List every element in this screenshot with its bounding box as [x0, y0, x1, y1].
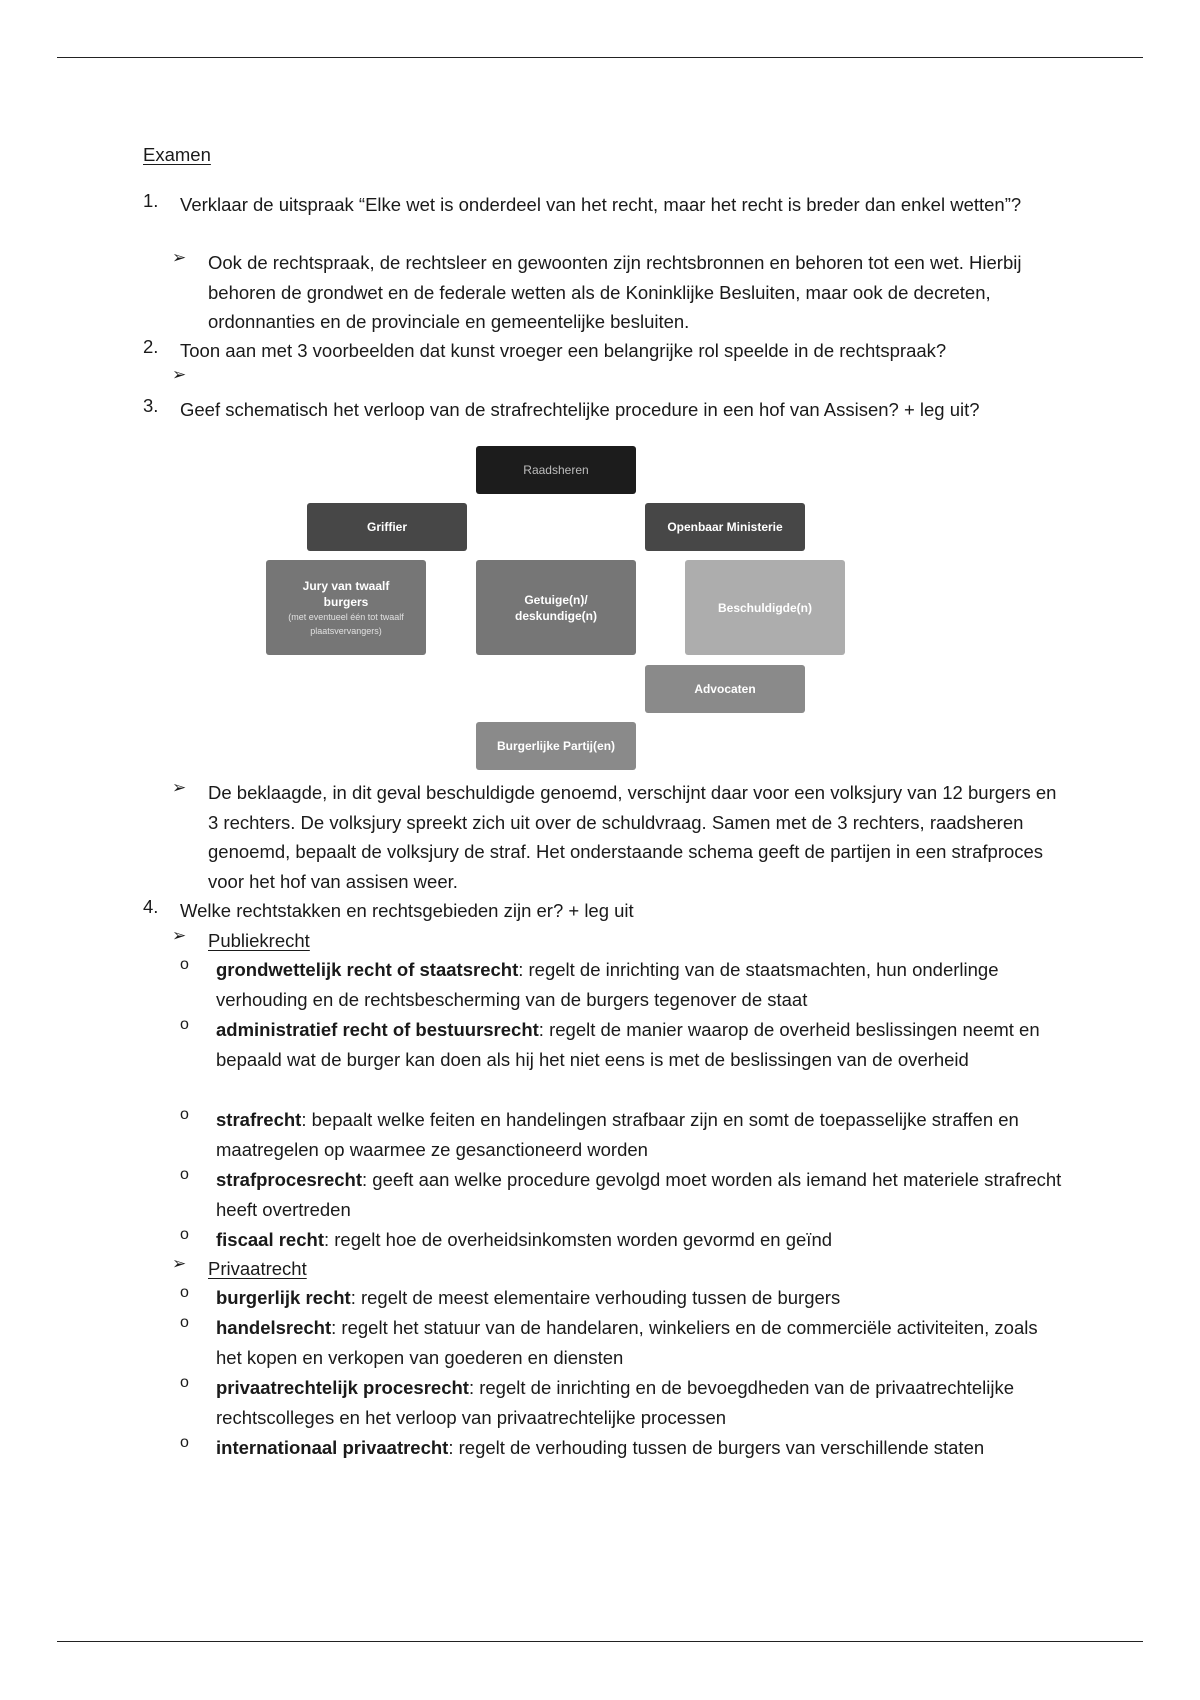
list-item: [216, 1165, 1066, 1224]
diagram-label: Getuige(n)/ deskundige(n): [514, 592, 597, 623]
list-item-term: strafprocesrecht: [216, 1169, 363, 1190]
assisen-diagram: [262, 434, 892, 774]
list-item-term: internationaal privaatrecht: [216, 1437, 449, 1458]
circle-bullet-icon: o: [180, 1314, 189, 1331]
question-text: Toon aan met 3 voorbeelden dat kunst vroeger een belangrijke rol speelde in de rechtspraak?: [180, 340, 947, 361]
list-item: [216, 1015, 1066, 1074]
list-item-term: fiscaal recht: [216, 1229, 324, 1250]
diagram-box-raadsheren: [476, 446, 636, 494]
arrow-bullet-icon: ➢: [172, 926, 187, 945]
arrow-bullet-icon: ➢: [172, 248, 187, 267]
arrow-bullet-icon: ➢: [172, 1254, 187, 1273]
list-item-term: grondwettelijk recht of staatsrecht: [216, 959, 519, 980]
diagram-box-jury: [266, 560, 426, 655]
circle-bullet-icon: o: [180, 1016, 189, 1033]
arrow-bullet-icon: ➢: [172, 365, 187, 384]
list-item-term: administratief recht of bestuursrecht: [216, 1019, 539, 1040]
diagram-label: Burgerlijke Partij(en): [496, 739, 616, 753]
diagram-box-burgerlijke-partijen: [476, 722, 636, 770]
list-item-desc: : regelt het statuur van de handelaren, winkeliers en de commerciële activiteiten, zoals het kopen en verkopen van goederen en diensten: [216, 1317, 1038, 1368]
list-item-desc: : geeft aan welke procedure gevolgd moet worden als iemand het materiele strafrecht heeft overtreden: [216, 1169, 1062, 1220]
list-item-desc: : regelt de inrichting van de staatsmachten, hun onderlinge verhouding en de rechtsbescherming van de burgers tegenover de staat: [216, 959, 999, 1010]
list-item: [216, 1373, 1066, 1432]
diagram-label: Griffier: [366, 520, 407, 534]
question-text: Verklaar de uitspraak “Elke wet is onderdeel van het recht, maar het recht is breder dan enkel wetten”?: [180, 194, 1022, 215]
list-item-desc: : bepaalt welke feiten en handelingen strafbaar zijn en somt de toepasselijke straffen en maatregelen op waarmee ze gesanctioneerd worden: [216, 1109, 1019, 1160]
list-item: [216, 1105, 1066, 1164]
circle-bullet-icon: o: [180, 1226, 189, 1243]
list-item-term: strafrecht: [216, 1109, 302, 1130]
answer-text: De beklaagde, in dit geval beschuldigde genoemd, verschijnt daar voor een volksjury van 12 burgers en 3 rechters. De volksjury spreekt zich uit over de schuldvraag. Samen met de 3 rechters, raadsheren genoemd, bepaalt de volksjury de straf. Het onderstaande schema geeft de partijen in een strafproces voor het hof van assisen weer.: [208, 782, 1057, 892]
section-title-privaatrecht: Privaatrecht: [208, 1258, 307, 1279]
diagram-label: Beschuldigde(n): [717, 600, 812, 615]
list-item-term: handelsrecht: [216, 1317, 332, 1338]
document-heading: Examen: [143, 144, 211, 165]
list-item: [216, 1225, 1066, 1255]
question-text: Welke rechtstakken en rechtsgebieden zijn er? + leg uit: [180, 900, 634, 921]
top-rule: [57, 57, 1143, 58]
diagram-label: Advocaten: [694, 682, 756, 696]
list-item: [216, 1283, 1066, 1313]
list-item: [216, 1433, 1066, 1463]
arrow-bullet-icon: ➢: [172, 778, 187, 797]
question-number: 1.: [143, 190, 159, 211]
section-title-publiekrecht: Publiekrecht: [208, 930, 310, 951]
diagram-box-advocaten: [645, 665, 805, 713]
diagram-box-openbaar-ministerie: [645, 503, 805, 551]
circle-bullet-icon: o: [180, 1166, 189, 1183]
list-item-desc: : regelt de inrichting en de bevoegdheden van de privaatrechtelijke rechtscolleges en het verloop van privaatrechtelijke processen: [216, 1377, 1015, 1428]
list-item-desc: : regelt de meest elementaire verhouding tussen de burgers: [350, 1287, 841, 1308]
question-number: 4.: [143, 896, 159, 917]
circle-bullet-icon: o: [180, 1106, 189, 1123]
list-item-desc: : regelt de manier waarop de overheid beslissingen neemt en bepaald wat de burger kan doen als hij het niet eens is met de beslissingen van de overheid: [216, 1019, 1040, 1070]
bottom-rule: [57, 1641, 1143, 1642]
diagram-box-griffier: [307, 503, 467, 551]
list-item-desc: : regelt hoe de overheidsinkomsten worden gevormd en geïnd: [323, 1229, 833, 1250]
diagram-label: Openbaar Ministerie: [667, 520, 783, 534]
circle-bullet-icon: o: [180, 1434, 189, 1451]
circle-bullet-icon: o: [180, 1374, 189, 1391]
question-number: 3.: [143, 395, 159, 416]
list-item-term: burgerlijk recht: [216, 1287, 351, 1308]
diagram-box-getuigen: [476, 560, 636, 655]
list-item: [216, 955, 1066, 1014]
list-item-term: privaatrechtelijk procesrecht: [216, 1377, 469, 1398]
list-item: [216, 1313, 1066, 1372]
question-number: 2.: [143, 336, 159, 357]
diagram-sublabel: (met eventueel één tot twaalf plaatsvervangers): [288, 611, 404, 636]
question-text: Geef schematisch het verloop van de strafrechtelijke procedure in een hof van Assisen? + leg uit?: [180, 399, 980, 420]
list-item-desc: : regelt de verhouding tussen de burgers van verschillende staten: [448, 1437, 985, 1458]
diagram-label: Jury van twaalf burgers: [302, 578, 390, 609]
diagram-label: Raadsheren: [523, 463, 589, 477]
answer-text: Ook de rechtspraak, de rechtsleer en gewoonten zijn rechtsbronnen en behoren tot een wet. Hierbij behoren de grondwet en de federale wetten als de Koninklijke Besluiten, maar ook de decreten, ordonnanties en de provinciale en gemeentelijke besluiten.: [208, 252, 1022, 332]
diagram-box-beschuldigde: [685, 560, 845, 655]
circle-bullet-icon: o: [180, 956, 189, 973]
circle-bullet-icon: o: [180, 1284, 189, 1301]
